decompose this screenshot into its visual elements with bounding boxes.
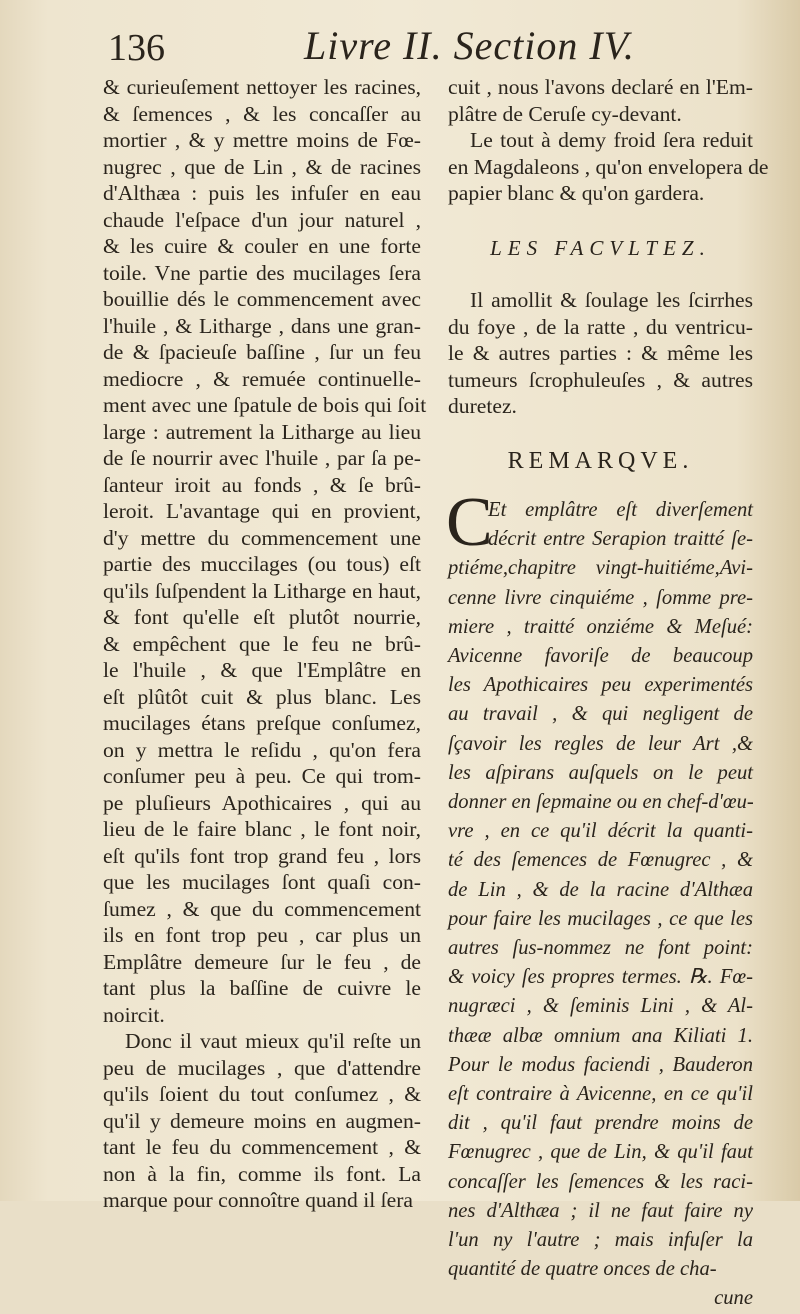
section-heading-remarque: REMARQVE.	[507, 447, 694, 474]
text-line: plâtre de Ceruſe cy-devant.	[448, 101, 682, 126]
right-column	[446, 74, 769, 1314]
text-line: quantité de quatre onces de cha-	[448, 1258, 717, 1281]
catchword: cune	[714, 1287, 753, 1310]
text-line: papier blanc & qu'on gardera.	[448, 181, 705, 205]
text-line: eſt qu'ils font trop grand feu , lors	[103, 843, 421, 868]
text-line: & voicy ſes propres termes. ℞. Fœ-	[448, 966, 753, 989]
text-line: Il amollit & ſoulage les ſcirrhes	[470, 288, 753, 312]
text-line: en Magdaleons , qu'on envelopera de	[448, 154, 769, 179]
text-line: Avicenne favoriſe de beaucoup	[448, 645, 753, 668]
remarque-paragraph	[446, 484, 754, 1284]
text-line: Emplâtre demeure ſur le feu , de	[103, 949, 421, 974]
text-line: partie des muccilages (ou tous) eſt	[103, 552, 421, 576]
text-line: mediocre , & remuée continuelle-	[103, 366, 421, 391]
text-line: ſanteur iroit au fonds , & ſe brû-	[103, 472, 421, 497]
text-line: ptiéme,chapitre vingt-huitiéme,Avi-	[448, 557, 753, 580]
text-line: nugræci , & ſeminis Lini , & Al-	[448, 995, 753, 1018]
text-line: pe pluſieurs Apothicaires , qui au	[103, 790, 421, 815]
text-line: on y mettra le reſidu , qu'on fera	[103, 737, 421, 762]
drop-cap: C	[446, 484, 493, 561]
text-line: & les cuire & couler en une forte	[103, 234, 421, 258]
text-line: le & autres parties : & même les	[448, 341, 753, 365]
text-line: Fœnugrec , que de Lin, & qu'il faut	[448, 1141, 753, 1164]
text-line: mucilages étans preſque conſumez,	[103, 711, 421, 735]
right-paragraph-1	[448, 74, 753, 127]
text-line: ils en font trop peu , car plus un	[103, 923, 421, 947]
section-heading-facultez: LES FACVLTEZ.	[490, 235, 711, 260]
text-line: & ſemences , & les concaſſer au	[103, 101, 421, 126]
text-line: décrit entre Serapion traitté ſe-	[488, 528, 753, 551]
text-line: eſt plûtôt cuit & plus blanc. Les	[103, 684, 421, 709]
text-line: tant plus la baſſine de cuivre le	[103, 976, 421, 1000]
left-paragraph-2	[103, 1028, 421, 1214]
text-line: cenne livre cinquiéme , ſomme pre-	[448, 586, 753, 609]
text-line: l'huile , & Litharge , dans une gran-	[103, 313, 421, 338]
text-line: nugrec , que de Lin , & de racines	[103, 154, 421, 179]
text-line: qu'ils ſoient du tout conſumez , &	[103, 1082, 421, 1106]
text-line: ſumez , & que du commencement	[103, 896, 421, 921]
text-line: Le tout à demy froid ſera reduit	[470, 128, 753, 152]
right-paragraph-3	[448, 287, 753, 420]
text-line: tumeurs ſcrophuleuſes , & autres	[448, 367, 753, 392]
text-line: pour faire les mucilages , ce que les	[448, 907, 753, 930]
text-line: au travail , & qui negligent de	[448, 703, 753, 726]
text-line: & font qu'elle eſt plutôt nourrie,	[103, 605, 421, 629]
running-title: Livre II. Section IV.	[304, 23, 635, 68]
text-line: l'un ny l'autre ; mais infuſer la	[448, 1229, 753, 1252]
text-line: mortier , & y mettre moins de Fœ-	[103, 128, 421, 152]
text-line: Pour le modus faciendi , Bauderon	[448, 1053, 753, 1076]
text-line: donner en ſepmaine ou en chef-d'œu-	[448, 791, 754, 814]
text-line: miere , traitté onziéme & Meſué:	[448, 615, 753, 638]
text-line: Donc il vaut mieux qu'il reſte un	[125, 1029, 421, 1053]
text-line: de & ſpacieuſe baſſine , ſur un feu	[103, 340, 421, 364]
page-header	[108, 22, 748, 72]
text-line: le l'huile , & que l'Emplâtre en	[103, 658, 421, 682]
text-line: qu'il y demeure moins en augmen-	[103, 1108, 421, 1133]
text-line: ment avec une ſpatule de bois qui ſoit	[103, 393, 427, 417]
text-line: d'Althæa : puis les infuſer en eau	[103, 181, 421, 205]
text-line: les aſpirans auſquels on le peut	[448, 761, 753, 784]
text-line: large : autrement la Litharge au lieu	[103, 419, 421, 444]
text-line: toile. Vne partie des mucilages ſera	[103, 260, 421, 285]
text-line: qu'ils ſuſpendent la Litharge en haut,	[103, 578, 421, 603]
text-line: eſt contraire à Avicenne, en ce qu'il	[448, 1083, 753, 1106]
text-line: Et emplâtre eſt diverſement	[488, 499, 753, 521]
text-line: tant le feu du commencement , &	[103, 1135, 421, 1159]
right-paragraph-2	[448, 127, 769, 207]
text-line: té des ſemences de Fœnugrec , &	[448, 849, 753, 872]
text-line: de ſe nourrir avec l'huile , par ſa pe-	[103, 446, 421, 470]
text-line: que les mucilages ſont quaſi con-	[103, 870, 421, 894]
text-line: concaſſer les ſemences & les raci-	[448, 1170, 753, 1193]
text-line: dit , qu'il faut prendre moins de	[448, 1112, 753, 1135]
text-line: de Lin , & de la racine d'Althæa	[448, 878, 753, 901]
text-line: duretez.	[448, 394, 517, 418]
text-line: chaude l'eſpace d'un jour naturel ,	[103, 207, 421, 232]
text-line: & curieuſement nettoyer les racines,	[103, 75, 421, 99]
text-line: bouillie dés le commencement avec	[103, 287, 421, 311]
text-line: cuit , nous l'avons declaré en l'Em-	[448, 75, 753, 99]
text-line: noircit.	[103, 1002, 165, 1027]
text-line: & empêchent que le feu ne brû-	[103, 631, 421, 656]
text-line: les Apothicaires peu experimentés	[448, 674, 753, 697]
text-line: ſçavoir les regles de leur Art ,&	[448, 732, 753, 755]
text-line: nes d'Althæa ; il ne faut faire ny	[448, 1199, 753, 1222]
text-line: marque pour connoître quand il ſera	[103, 1188, 413, 1212]
text-line: non à la fin, comme ils font. La	[103, 1161, 421, 1186]
text-line: leroit. L'avantage qui en provient,	[103, 499, 421, 523]
left-column	[103, 74, 427, 1214]
text-line: conſumer peu à peu. Ce qui trom-	[103, 764, 421, 788]
text-line: autres ſus-nommez ne font point:	[448, 937, 753, 960]
text-line: vre , en ce qu'il décrit la quanti-	[448, 820, 753, 843]
text-line: peu de mucilages , que d'attendre	[103, 1055, 421, 1080]
text-line: lieu de le faire blanc , le font noir,	[103, 817, 421, 841]
page-number: 136	[108, 27, 165, 69]
text-line: d'y mettre du commencement une	[103, 525, 421, 550]
remarque-lines	[448, 496, 753, 1284]
left-paragraph-1	[103, 74, 427, 1028]
text-line: du foye , de la ratte , du ventricu-	[448, 314, 753, 339]
text-line: thææ albæ omnium ana Kiliati 1.	[448, 1024, 753, 1047]
